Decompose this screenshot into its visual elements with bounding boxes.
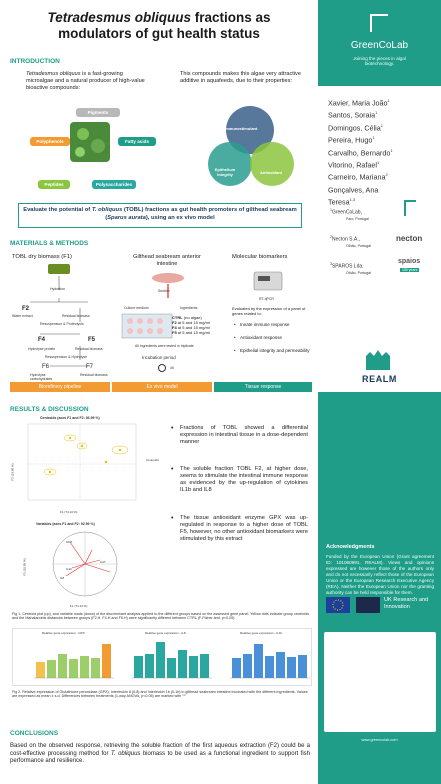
conclusions-heading: CONCLUSIONS [10, 730, 59, 737]
col2-title: Gilthead seabream anterior intestine [133, 254, 201, 267]
methods-heading: MATERIALS & METHODS [10, 240, 89, 247]
result-bullet-2: • The soluble fraction TOBL F2, at higher dose, seems to stimulate the intestinal immune response as evidenced by the up-regulation of cytokines IL1b and IL8 [180, 466, 308, 494]
var-il1b: IL1b [66, 567, 72, 571]
water-extract-label: Water extract [12, 314, 33, 318]
col3-title: Molecular biomarkers [232, 254, 288, 260]
bar-charts [14, 636, 310, 684]
sparos-badge: 180 years [402, 268, 418, 272]
eu-flag-icon [326, 597, 350, 613]
author-3: Domingos, Célia$^1$ [328, 122, 383, 133]
f6-label: F6 [42, 364, 50, 370]
compound-polysaccharides: Polysaccharides [92, 180, 136, 189]
footer-url: www.greencolab.com [361, 738, 398, 742]
f2-label: F2 [22, 306, 30, 312]
result-bullet-3: • The tissue antioxidant enzyme GPX was up-regulated in response to a higher dose of TOBL F5, however, no other antioxidant biomarkers were stimulated by this extract [180, 515, 308, 543]
author-2: Santos, Soraia$^1$ [328, 110, 378, 120]
f5-label: F5 [88, 337, 96, 343]
fig-bot-xlabel: F1 (74.14 %) [70, 604, 88, 608]
clock-icon [158, 364, 166, 372]
bar-title-gpx: Relative gene expression - GPX [42, 631, 85, 635]
pipeline-biorefinery: Biorefinery pipeline [10, 382, 110, 392]
author-8: Gonçalves, Ana [328, 185, 379, 195]
author-9: Teresa$^{1,3}$ [328, 197, 356, 207]
property-immunostimulant: Immunostimulant [224, 126, 258, 131]
biomarker-epithelial: • Epithelial integrity and permeability [240, 348, 310, 354]
f4-label: F4 [38, 337, 46, 343]
realm-logo: REALM [362, 374, 397, 384]
aim-box: Evaluate the potential of T. obliquus (TOBL) fractions as gut health promoters of gilthead seabream (Sparus aurata), using an ex vivo model [18, 203, 302, 228]
author-7: Carneiro, Mariana$^2$ [328, 172, 388, 182]
author-4: Pereira, Hugo$^1$ [328, 135, 375, 145]
algae-image [70, 122, 110, 162]
author-5: Carvalho, Bernardo$^1$ [328, 147, 393, 157]
result-bullet-1: • Fractions of TOBL showed a differential expression in intestinal tissue in a dose-dependent manner [180, 425, 308, 446]
var-il8: IL8 [60, 576, 65, 580]
hydro-protein-label: Hydrolyse protein [28, 347, 56, 351]
fig-bot-title: Variables (axes F1 and F2: 92.99 %) [36, 522, 95, 526]
culture-label: Culture medium [124, 306, 149, 310]
partner-logos [324, 632, 436, 732]
fig-top-title: Centroids (axes F1 and F2: 93.99 %) [40, 416, 100, 420]
hydro-carb-label: Hydrolyse carbohydrates [30, 373, 53, 381]
compound-fatty-acids: Fatty acids [118, 137, 156, 146]
affil-2: $^2$Necton S.A., Olhão, Portugal [330, 235, 371, 248]
bars-gpx [36, 644, 111, 678]
greencolab-logo-icon [370, 14, 388, 32]
results-heading: RESULTS & DISCUSSION [10, 406, 89, 413]
qpcr-label: RT-qPCR [259, 297, 274, 301]
qpcr-device [252, 268, 286, 294]
var-gpx: GPX [66, 540, 73, 544]
realm-logo-icon [362, 346, 394, 372]
fig-top-ylabel: F2 (19.85 %) [10, 463, 15, 481]
conclusions-text: Based on the observed response, retrieving the soluble fraction of the first aqueous extraction (F2) could be a cost-effective processing method for T. obliquus biomass to be used as a functional ingredient to support fish performance and resilience. [10, 743, 310, 765]
logo-tagline: Joining the pieces in algal biotechnology. [353, 56, 406, 67]
ingredients-label: Ingredients [180, 306, 198, 310]
ack-heading: Acknowledgments [326, 544, 375, 550]
var-cat: CAT [100, 560, 106, 564]
ukri-logo-icon [356, 597, 380, 613]
pipeline-exvivo: Ex vivo model [112, 382, 212, 392]
property-antioxidant: Antioxidant [260, 170, 282, 175]
ukri-text: UK Research and Innovation [384, 597, 429, 610]
hydration-label: Hydration [50, 287, 65, 291]
f7-label: F7 [86, 364, 94, 370]
ack-text: Funded by the European Union (Grant agreement ID: 101060991, REALM). Views and opinions expressed are however those of the authors only and do not necessarily reflect those of the European Union or the European Research Executive Agency (REA). Neither the European Union nor the granting authority can be held responsible for them. [326, 554, 434, 595]
fish-intestine-image [148, 270, 188, 300]
variables-plot [30, 528, 140, 602]
author-1: Xavier, Maria João$^1$ [328, 98, 390, 108]
sidebar [318, 0, 441, 784]
centroid-plot [20, 420, 145, 510]
well-plate [120, 312, 175, 342]
bar-title-il8: Relative gene expression - IL8 [145, 631, 186, 635]
fig2-caption: Fig 2. Relative expression of Glutathione peroxidase (GPX), Interleukin 8 (IL8) and Interleukin 1b (IL1b) in gilthead seabream intestine incubated with the different ingredients. Values are expressed as mean ± s.d. Differences between treatments (1-way ANOVA, p<0.05) are marked with "*" [12, 690, 308, 699]
resusp2-label: Resuspension & Hydrolyse [45, 355, 88, 359]
intro-right-text: This compounds makes this algae very attractive additive in aquafeeds, due to their properties: [180, 71, 301, 84]
bars-il1b [232, 644, 307, 678]
intro-left-text: Tetradesmus obliquus is a fast-growing microalgae and a natural producer of high-value bioactive compounds: [26, 71, 145, 91]
author-6: Vitorino, Rafael$^1$ [328, 159, 380, 170]
time-label: 4h [170, 366, 174, 370]
section-label: Section [158, 289, 170, 293]
bars-il8 [134, 642, 209, 678]
author-list [328, 96, 438, 208]
fig1-caption: Fig 1. Centroid plot (up), and variable loads (down) of the discriminant analysis applied to the different groups based on the assessed gene panel. Yellow dots indicate group centroids and the Mahalanobis distances between groups (F2.H, F4.H and F5.H) were significantly different between CTRL (F-Fisher-test, p<0.05) [12, 612, 309, 621]
necton-logo: necton [396, 234, 423, 243]
properties-venn [200, 104, 300, 190]
sparos-logo: spaios [398, 258, 421, 265]
sidebar-header [318, 0, 441, 86]
affil-1: $^1$GreenCoLab, Faro, Portugal [330, 208, 369, 221]
residual1-label: Residual biomass [62, 314, 90, 318]
pipeline-tissue: Tissue response [214, 382, 312, 392]
triplicate-note: All ingredients were tested in triplicate [135, 344, 194, 348]
greencolab-logo: GreenCoLab [350, 40, 409, 51]
sidebar-footer [318, 392, 441, 784]
residual3-label: Residual biomass [80, 373, 108, 377]
fig-top-xlabel: F1 (74.14 %) [60, 510, 78, 514]
residual2-label: Residual biomass [75, 347, 103, 351]
resusp1-label: Resuspension & Proteolysis [40, 322, 84, 326]
greencolab-small-logo-icon [404, 200, 416, 216]
biomarker-innate: • Innate immune response [240, 322, 310, 328]
fig-bot-ylabel: F2 (18.85 %) [22, 558, 27, 576]
compound-pigments: Pigments [76, 108, 120, 117]
poster-title: Tetradesmus obliquus fractions as modulators of gut health status [47, 10, 271, 41]
biomarker-antioxidant: • Antioxidant response [240, 335, 310, 341]
compound-peptides: Peptides [38, 180, 70, 189]
eval-text: Evaluated by the expression of a panel of genes related to: [232, 306, 306, 316]
compound-polyphenols: Polyphenols [30, 137, 70, 146]
property-epithelium: Epithelium integrity [214, 167, 236, 177]
col1-title: TOBL dry biomass (F1) [12, 254, 72, 260]
bar-title-il1b: Relative gene expression - IL1b [240, 631, 283, 635]
incubation-label: Incubation period [142, 355, 176, 360]
affil-3: $^3$SPAROS Lda. Olhão, Portugal [330, 262, 371, 275]
fig-top-legend: Centroids [146, 458, 159, 462]
intro-heading: INTRODUCTION [10, 58, 60, 65]
ingredient-list: CTRL (no algae) F2 at 5 and 15 mg/ml F4 at 5 and 15 mg/ml F5 at 5 and 15 mg/ml [172, 315, 210, 335]
